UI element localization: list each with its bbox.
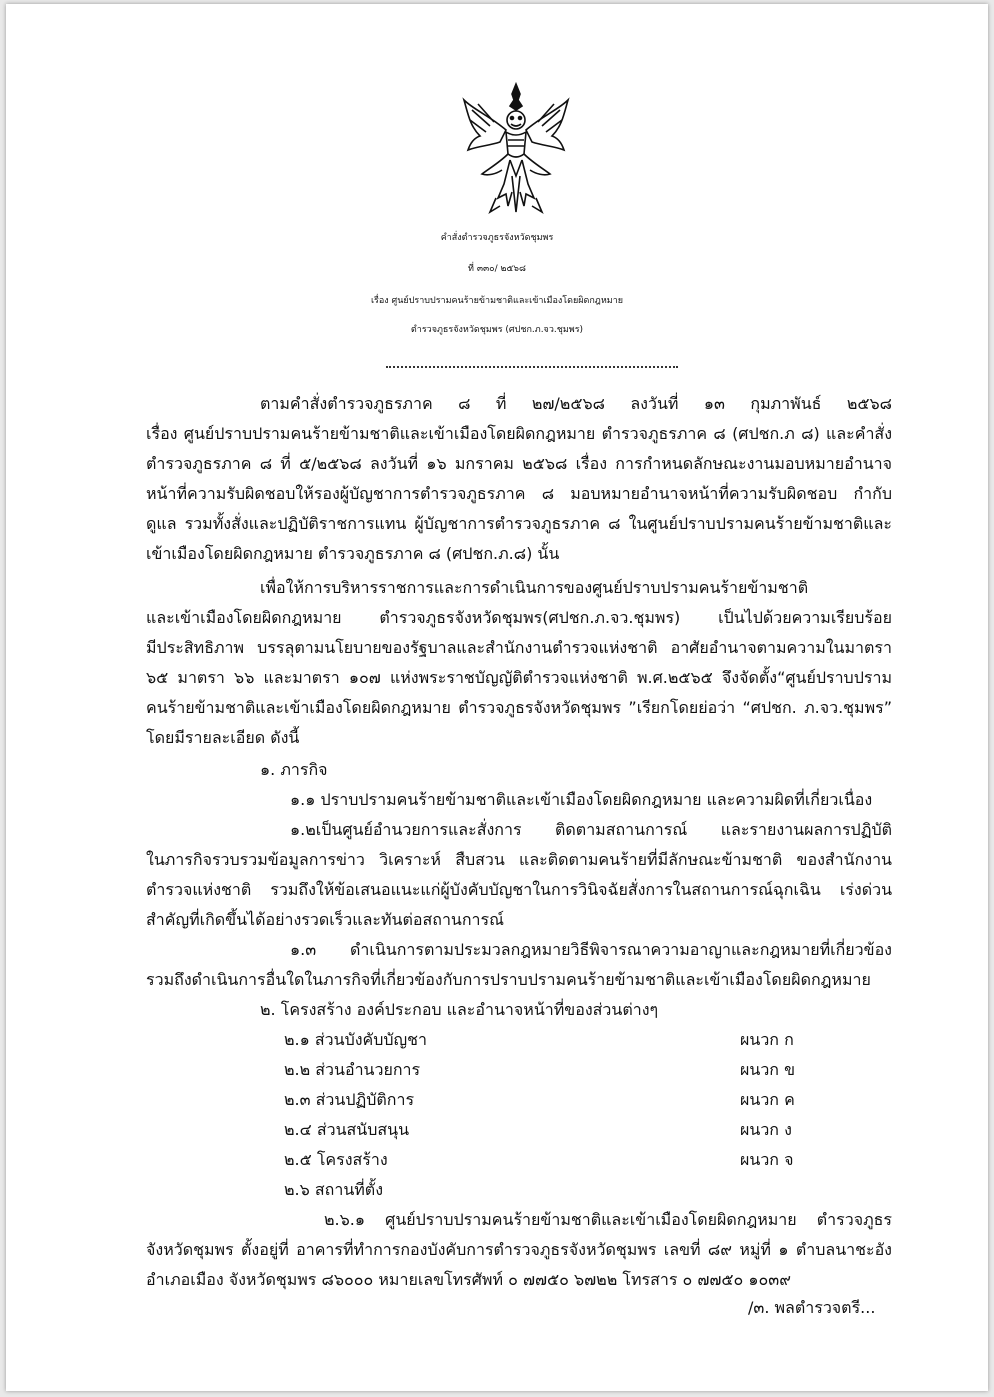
structure-item-label: ๒.๒ ส่วนอำนวยการ xyxy=(284,1060,421,1079)
structure-item-annex: ผนวก ข xyxy=(740,1060,796,1079)
item-1-1: ๑.๑ ปราบปรามคนร้ายข้ามชาติและเข้าเมืองโดยผิดกฎหมาย และความผิดที่เกี่ยวเนื่อง xyxy=(290,790,873,809)
para1-line: หน้าที่ความรับผิดชอบให้รองผู้บัญชาการตำรวจภูธรภาค ๘ มอบหมายอำนาจหน้าที่ความรับผิดชอบ กำกับ xyxy=(146,484,892,503)
structure-item-annex: ผนวก ค xyxy=(740,1090,795,1109)
structure-item-annex: ผนวก จ xyxy=(740,1150,794,1169)
subject-line-2: ตำรวจภูธรจังหวัดชุมพร (ศปชก.ภ.จว.ชุมพร) xyxy=(410,325,584,335)
order-title: คำสั่งตำรวจภูธรจังหวัดชุมพร xyxy=(440,233,554,243)
para1-line: ตำรวจภูธรภาค ๘ ที่ ๕/๒๕๖๘ ลงวันที่ ๑๖ มกราคม ๒๕๖๘ เรื่อง การกำหนดลักษณะงานมอบหมายอำนาจ xyxy=(146,454,892,473)
structure-item-label: ๒.๔ ส่วนสนับสนุน xyxy=(284,1120,410,1139)
separator-dotted-line xyxy=(386,366,678,368)
para2-line: ๖๕ มาตรา ๖๖ และมาตรา ๑๐๗ แห่งพระราชบัญญัติตำรวจแห่งชาติ พ.ศ.๒๕๖๕ จึงจัดตั้ง“ศูนย์ปราบปราม xyxy=(146,668,892,687)
para1-line: เข้าเมืองโดยผิดกฎหมาย ตำรวจภูธรภาค ๘ (ศปชก.ภ.๘) นั้น xyxy=(146,544,560,563)
garuda-emblem xyxy=(460,80,572,218)
para1-line: เรื่อง ศูนย์ปราบปรามคนร้ายข้ามชาติและเข้าเมืองโดยผิดกฎหมาย ตำรวจภูธรภาค ๘ (ศปชก.ภ ๘) และคำสั่ง xyxy=(146,424,892,443)
para2-line: เพื่อให้การบริหารราชการและการดำเนินการของศูนย์ปราบปรามคนร้ายข้ามชาติ xyxy=(260,578,809,597)
location-detail-line: ๒.๖.๑ ศูนย์ปราบปรามคนร้ายข้ามชาติและเข้าเมืองโดยผิดกฎหมาย ตำรวจภูธร xyxy=(324,1210,892,1229)
structure-item-label: ๒.๓ ส่วนปฏิบัติการ xyxy=(284,1090,415,1109)
structure-item-annex: ผนวก ก xyxy=(740,1030,794,1049)
location-detail-line: อำเภอเมือง จังหวัดชุมพร ๘๖๐๐๐ หมายเลขโทรศัพท์ ๐ ๗๗๕๐ ๖๗๒๒ โทรสาร ๐ ๗๗๕๐ ๑๐๓๙ xyxy=(146,1270,791,1289)
item-1-2-line: ในภารกิจรวบรวมข้อมูลการข่าว วิเคราะห์ สืบสวน และติดตามคนร้ายที่มีลักษณะข้ามชาติ ของสำนักงาน xyxy=(146,850,892,869)
para2-line: และเข้าเมืองโดยผิดกฎหมาย ตำรวจภูธรจังหวัดชุมพร(ศปชก.ภ.จว.ชุมพร) เป็นไปด้วยความเรียบร้อย xyxy=(146,608,892,627)
para2-line: โดยมีรายละเอียด ดังนี้ xyxy=(146,728,300,747)
para2-line: คนร้ายข้ามชาติและเข้าเมืองโดยผิดกฎหมาย ตำรวจภูธรจังหวัดชุมพร ”เรียกโดยย่อว่า “ศปชก. ภ.จว.ชุมพร” xyxy=(146,698,892,717)
document-page xyxy=(6,4,988,1391)
structure-item-label: ๒.๕ โครงสร้าง xyxy=(284,1150,388,1169)
item-1-2-line: ตำรวจแห่งชาติ รวมถึงให้ข้อเสนอแนะแก่ผู้บังคับบัญชาในการวินิจฉัยสั่งการในสถานการณ์ฉุกเฉิน เร่งด่วน xyxy=(146,880,892,899)
continuation-note: /๓. พลตำรวจตรี... xyxy=(748,1298,876,1317)
structure-item-annex: ผนวก ง xyxy=(740,1120,792,1139)
para1-line: ตามคำสั่งตำรวจภูธรภาค ๘ ที่ ๒๗/๒๕๖๘ ลงวันที่ ๑๓ กุมภาพันธ์ ๒๕๖๘ xyxy=(260,394,892,413)
para1-line: ดูแล รวมทั้งสั่งและปฏิบัติราชการแทน ผู้บัญชาการตำรวจภูธรภาค ๘ ในศูนย์ปราบปรามคนร้ายข้ามชาติและ xyxy=(146,514,892,533)
structure-item-label: ๒.๑ ส่วนบังคับบัญชา xyxy=(284,1030,428,1049)
order-number: ที่ ๓๓๐/ ๒๕๖๘ xyxy=(468,264,526,274)
para2-line: มีประสิทธิภาพ บรรลุตามนโยบายของรัฐบาลและสำนักงานตำรวจแห่งชาติ อาศัยอำนาจตามความในมาตรา xyxy=(146,638,892,657)
section1-heading: ๑. ภารกิจ xyxy=(260,760,328,779)
item-1-3-line: รวมถึงดำเนินการอื่นใดในภารกิจที่เกี่ยวข้องกับการปราบปรามคนร้ายข้ามชาติและเข้าเมืองโดยผิดกฎหมาย xyxy=(146,970,871,989)
location-heading: ๒.๖ สถานที่ตั้ง xyxy=(284,1180,383,1199)
subject-line-1: เรื่อง ศูนย์ปราบปรามคนร้ายข้ามชาติและเข้าเมืองโดยผิดกฎหมาย xyxy=(370,296,624,306)
item-1-3-line: ๑.๓ ดำเนินการตามประมวลกฎหมายวิธีพิจารณาความอาญาและกฎหมายที่เกี่ยวข้อง xyxy=(290,940,892,959)
item-1-2-line: สำคัญที่เกิดขึ้นได้อย่างรวดเร็วและทันต่อสถานการณ์ xyxy=(146,910,504,929)
location-detail-line: จังหวัดชุมพร ตั้งอยู่ที่ อาคารที่ทำการกองบังคับการตำรวจภูธรจังหวัดชุมพร เลขที่ ๘๙ หมู่ที่ ๑ ตำบลนาชะอัง xyxy=(146,1240,892,1259)
section2-heading: ๒. โครงสร้าง องค์ประกอบ และอำนาจหน้าที่ของส่วนต่างๆ xyxy=(260,1000,659,1019)
item-1-2-line: ๑.๒เป็นศูนย์อำนวยการและสั่งการ ติดตามสถานการณ์ และรายงานผลการปฏิบัติ xyxy=(290,820,892,839)
